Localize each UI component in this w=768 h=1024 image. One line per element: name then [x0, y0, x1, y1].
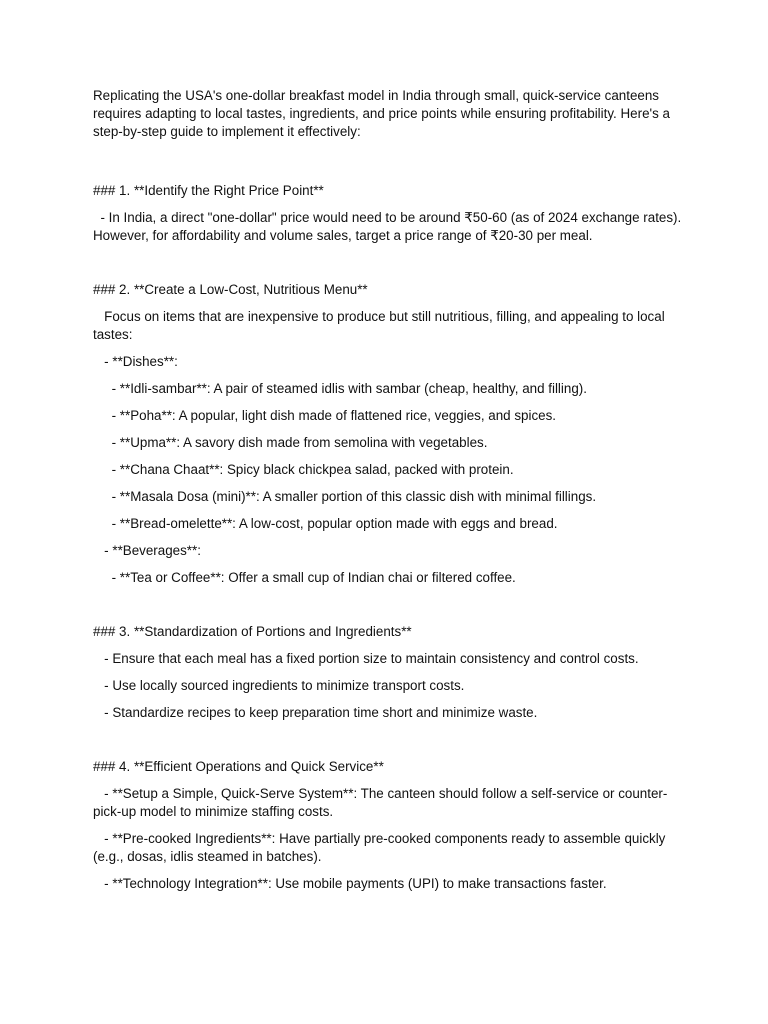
section-line: - In India, a direct "one-dollar" price would need to be around ₹50-60 (as of 2024 exchange rates). However, for affordability and volume sales, target a price range of ₹20-30 per meal.: [93, 210, 685, 243]
section-spacer: [93, 141, 683, 182]
list-item-masala-dosa: - **Masala Dosa (mini)**: A smaller portion of this classic dish with minimal fillings.: [93, 489, 597, 504]
list-item: - **Setup a Simple, Quick-Serve System**: The canteen should follow a self-service or counter-pick-up model to minimize staffing costs.: [93, 786, 668, 819]
section-heading-menu: ### 2. **Create a Low-Cost, Nutritious Menu**: [93, 282, 368, 297]
section-heading-operations: ### 4. **Efficient Operations and Quick Service**: [93, 759, 384, 774]
section-heading-standardization: ### 3. **Standardization of Portions and Ingredients**: [93, 624, 412, 639]
intro-paragraph: Replicating the USA's one-dollar breakfast model in India through small, quick-service canteens requires adapting to local tastes, ingredients, and price points while ensuring profitability. Here's a step-by-step guide to implement it effectively:: [93, 88, 674, 139]
list-item: - Use locally sourced ingredients to minimize transport costs.: [93, 678, 465, 693]
list-item-tea-coffee: - **Tea or Coffee**: Offer a small cup of Indian chai or filtered coffee.: [93, 570, 516, 585]
list-item: - Standardize recipes to keep preparation time short and minimize waste.: [93, 705, 538, 720]
list-item-upma: - **Upma**: A savory dish made from semolina with vegetables.: [93, 435, 488, 450]
list-item-beverages: - **Beverages**:: [93, 543, 201, 558]
section-heading-price-point: ### 1. **Identify the Right Price Point**: [93, 183, 324, 198]
list-item: - **Technology Integration**: Use mobile payments (UPI) to make transactions faster.: [93, 876, 607, 891]
section-spacer: [93, 254, 683, 281]
list-item-poha: - **Poha**: A popular, light dish made of flattened rice, veggies, and spices.: [93, 408, 557, 423]
list-item-dishes: - **Dishes**:: [93, 354, 178, 369]
document-body: [93, 87, 683, 902]
section-spacer: [93, 596, 683, 623]
list-item: - Ensure that each meal has a fixed portion size to maintain consistency and control costs.: [93, 651, 639, 666]
section-spacer: [93, 731, 683, 758]
list-item-bread-omelette: - **Bread-omelette**: A low-cost, popular option made with eggs and bread.: [93, 516, 558, 531]
section-line: Focus on items that are inexpensive to produce but still nutritious, filling, and appealing to local tastes:: [93, 309, 669, 342]
list-item-chana-chaat: - **Chana Chaat**: Spicy black chickpea salad, packed with protein.: [93, 462, 514, 477]
list-item-idli-sambar: - **Idli-sambar**: A pair of steamed idlis with sambar (cheap, healthy, and filling).: [93, 381, 587, 396]
list-item: - **Pre-cooked Ingredients**: Have partially pre-cooked components ready to assemble quickly (e.g., dosas, idlis steamed in batches).: [93, 831, 670, 864]
